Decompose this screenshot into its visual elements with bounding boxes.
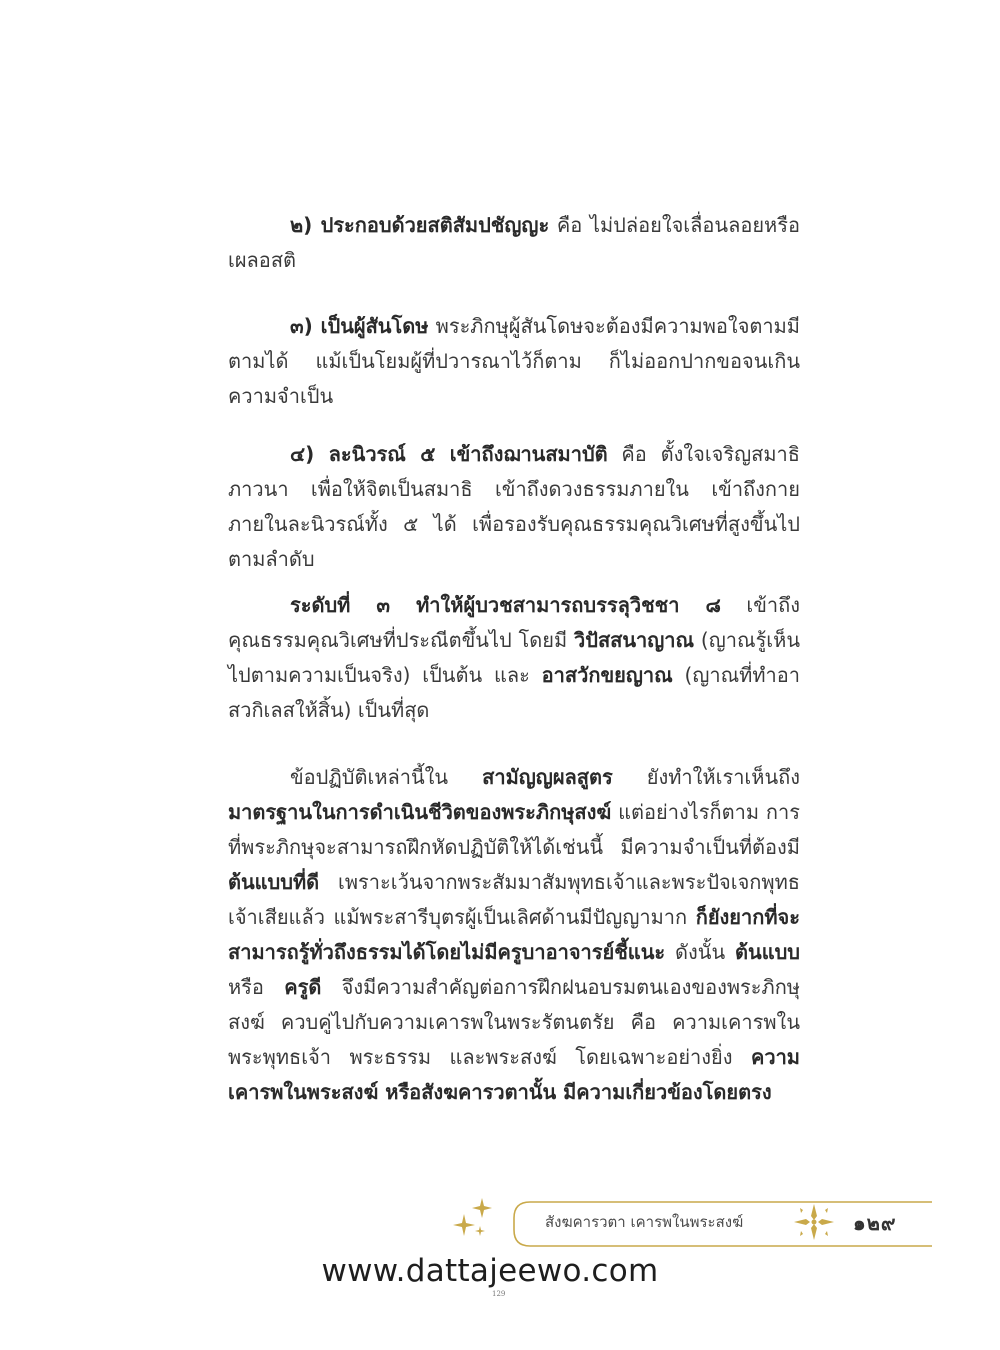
bold-phrase: ความเคารพในพระสงฆ์ หรือสังฆคารวตานั้น มีความเกี่ยวข้องโดยตรง bbox=[228, 1045, 800, 1104]
paragraph-4 bbox=[228, 437, 800, 577]
paragraph-practices bbox=[228, 760, 800, 1110]
bold-phrase: มาตรฐานในการดำเนินชีวิตของพระภิกษุสงฆ์ bbox=[228, 800, 612, 824]
paragraph-text bbox=[228, 309, 800, 414]
bold-phrase: สามัญญผลสูตร bbox=[482, 765, 613, 789]
sparkle-ornament-icon bbox=[448, 1196, 496, 1244]
paragraph-body: แต่อย่างไรก็ตาม การที่พระภิกษุจะสามารถฝึกหัดปฏิบัติให้ได้เช่นนี้ มีความจำเป็นที่ต้องมี bbox=[228, 800, 800, 859]
heading-bold: ๔) ละนิวรณ์ ๕ เข้าถึงฌานสมาบัติ bbox=[290, 442, 608, 466]
bold-phrase: ต้นแบบ bbox=[735, 940, 800, 964]
paragraph-body: หรือ bbox=[228, 975, 285, 999]
bold-phrase: ต้นแบบที่ดี bbox=[228, 870, 320, 894]
paragraph-text bbox=[228, 437, 800, 577]
footer-title: สังฆคารวตา เคารพในพระสงฆ์ bbox=[545, 1213, 744, 1231]
paragraph-body: คือ ไม่ปล่อยใจเลื่อนลอยหรือเผลอสติ bbox=[228, 213, 800, 272]
paragraph-body: (ญาณที่ทำอาสวกิเลสให้สิ้น) เป็นที่สุด bbox=[228, 663, 800, 722]
page-number: ๑๒๙ bbox=[853, 1211, 897, 1235]
paragraph-body: จึงมีความสำคัญต่อการฝึกฝนอบรมตนเองของพระภิกษุสงฆ์ ควบคู่ไปกับความเคารพในพระรัตนตรัย คือ ความเคารพในพระพุทธเจ้า พระธรรม และพระสงฆ์ โดยเฉพาะอย่างยิ่ง bbox=[228, 975, 800, 1069]
paragraph-body: ดังนั้น bbox=[665, 940, 736, 964]
paragraph-body: ข้อปฏิบัติเหล่านี้ใน bbox=[290, 765, 483, 789]
paragraph-body: พระภิกษุผู้สันโดษจะต้องมีความพอใจตามมีตามได้ แม้เป็นโยมผู้ที่ปวารณาไว้ก็ตาม ก็ไม่ออกปากขอจนเกินความจำเป็น bbox=[228, 314, 800, 408]
paragraph-body: เข้าถึงคุณธรรมคุณวิเศษที่ประณีตขึ้นไป โดยมี bbox=[228, 593, 800, 652]
bold-phrase: ก็ยังยากที่จะสามารถรู้ทั่วถึงธรรมได้โดยไม่มีครูบาอาจารย์ชี้แนะ bbox=[228, 905, 800, 964]
paragraph-level-3 bbox=[228, 588, 800, 728]
paragraph-body: ยังทำให้เราเห็นถึง bbox=[612, 765, 800, 789]
paragraph-body: คือ ตั้งใจเจริญสมาธิภาวนา เพื่อให้จิตเป็นสมาธิ เข้าถึงดวงธรรมภายใน เข้าถึงกายภายในละนิวรณ์ทั้ง ๕ ได้ เพื่อรองรับคุณธรรมคุณวิเศษที่สูงขึ้นไปตามลำดับ bbox=[228, 442, 800, 571]
paragraph-body: (ญาณรู้เห็นไปตามความเป็นจริง) เป็นต้น และ bbox=[228, 628, 800, 687]
heading-bold: ๒) ประกอบด้วยสติสัมปชัญญะ bbox=[290, 213, 550, 237]
bold-phrase: อาสวักขยญาณ bbox=[541, 663, 673, 687]
small-page-number: 129 bbox=[492, 1290, 506, 1298]
paragraph-text bbox=[228, 588, 800, 728]
flower-ornament-icon bbox=[790, 1200, 838, 1244]
website-url: www.dattajeewo.com bbox=[321, 1253, 659, 1289]
paragraph-text bbox=[228, 208, 800, 278]
paragraph-3 bbox=[228, 309, 800, 414]
bold-phrase: ครูดี bbox=[284, 975, 322, 999]
bold-phrase: วิปัสสนาญาณ bbox=[574, 628, 695, 652]
bold-phrase: ระดับที่ ๓ ทำให้ผู้บวชสามารถบรรลุวิชชา ๘ bbox=[290, 593, 721, 617]
paragraph-body: เพราะเว้นจากพระสัมมาสัมพุทธเจ้าและพระปัจเจกพุทธเจ้าเสียแล้ว แม้พระสารีบุตรผู้เป็นเลิศด้านมีปัญญามาก bbox=[228, 870, 800, 929]
paragraph-2 bbox=[228, 208, 800, 278]
heading-bold: ๓) เป็นผู้สันโดษ bbox=[290, 314, 429, 338]
paragraph-text bbox=[228, 760, 800, 1110]
